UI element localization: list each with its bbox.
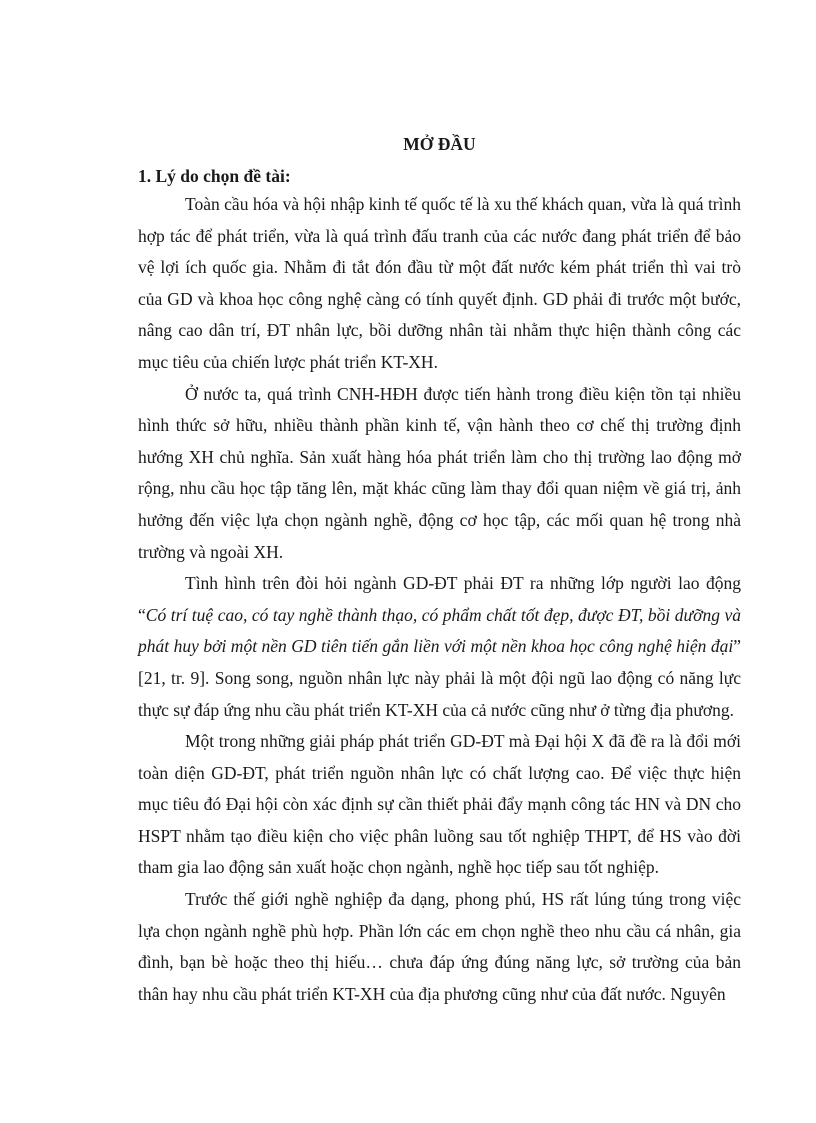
paragraph: Trước thế giới nghề nghiệp đa dạng, phong phú, HS rất lúng túng trong việc lựa chọn ngành nghề phù hợp. Phần lớn các em chọn nghề theo nhu cầu cá nhân, gia đình, bạn bè hoặc theo thị hiếu… chưa đáp ứng đúng năng lực, sở trường của bản thân hay nhu cầu phát triển KT-XH của địa phương cũng như của đất nước. Nguyên	[138, 889, 741, 1004]
body-text	[138, 189, 741, 1010]
paragraph-lead: Tình hình trên đòi hỏi ngành GD-ĐT phải ĐT ra những lớp người lao động “	[138, 573, 741, 625]
paragraph: Một trong những giải pháp phát triển GD-ĐT mà Đại hội X đã đề ra là đổi mới toàn diện GD-ĐT, phát triển nguồn nhân lực có chất lượng cao. Để việc thực hiện mục tiêu đó Đại hội còn xác định sự cần thiết phải đẩy mạnh công tác HN và DN cho HSPT nhằm tạo điều kiện cho việc phân luồng sau tốt nghiệp THPT, để HS vào đời tham gia lao động sản xuất hoặc chọn ngành, nghề học tiếp sau tốt nghiệp.	[138, 731, 741, 878]
quoted-text: Có trí tuệ cao, có tay nghề thành thạo, có phẩm chất tốt đẹp, được ĐT, bồi dưỡng và phát huy bởi một nền GD tiên tiến gắn liền với một nền khoa học công nghệ hiện đại	[138, 604, 741, 657]
section-heading: 1. Lý do chọn đề tài:	[138, 166, 291, 186]
paragraph: Toàn cầu hóa và hội nhập kinh tế quốc tế là xu thế khách quan, vừa là quá trình hợp tác để phát triển, vừa là quá trình đấu tranh của các nước đang phát triển để bảo vệ lợi ích quốc gia. Nhằm đi tắt đón đầu từ một đất nước kém phát triển thì vai trò của GD và khoa học công nghệ càng có tính quyết định. GD phải đi trước một bước, nâng cao dân trí, ĐT nhân lực, bồi dưỡng nhân tài nhằm thực hiện thành công các mục tiêu của chiến lược phát triển KT-XH.	[138, 194, 741, 372]
paragraph-tail: ” [21, tr. 9]. Song song, nguồn nhân lực này phải là một đội ngũ lao động có năng lực thực sự đáp ứng nhu cầu phát triển KT-XH của cả nước cũng như ở từng địa phương.	[138, 636, 741, 720]
page-title: MỞ ĐẦU	[403, 134, 476, 154]
paragraph-with-quote	[138, 568, 741, 726]
paragraph: Ở nước ta, quá trình CNH-HĐH được tiến hành trong điều kiện tồn tại nhiều hình thức sở hữu, nhiều thành phần kinh tế, vận hành theo cơ chế thị trường định hướng XH chủ nghĩa. Sản xuất hàng hóa phát triển làm cho thị trường lao động mở rộng, nhu cầu học tập tăng lên, mặt khác cũng làm thay đổi quan niệm về giá trị, ảnh hưởng đến việc lựa chọn ngành nghề, động cơ học tập, các mối quan hệ trong nhà trường và ngoài XH.	[138, 383, 741, 562]
